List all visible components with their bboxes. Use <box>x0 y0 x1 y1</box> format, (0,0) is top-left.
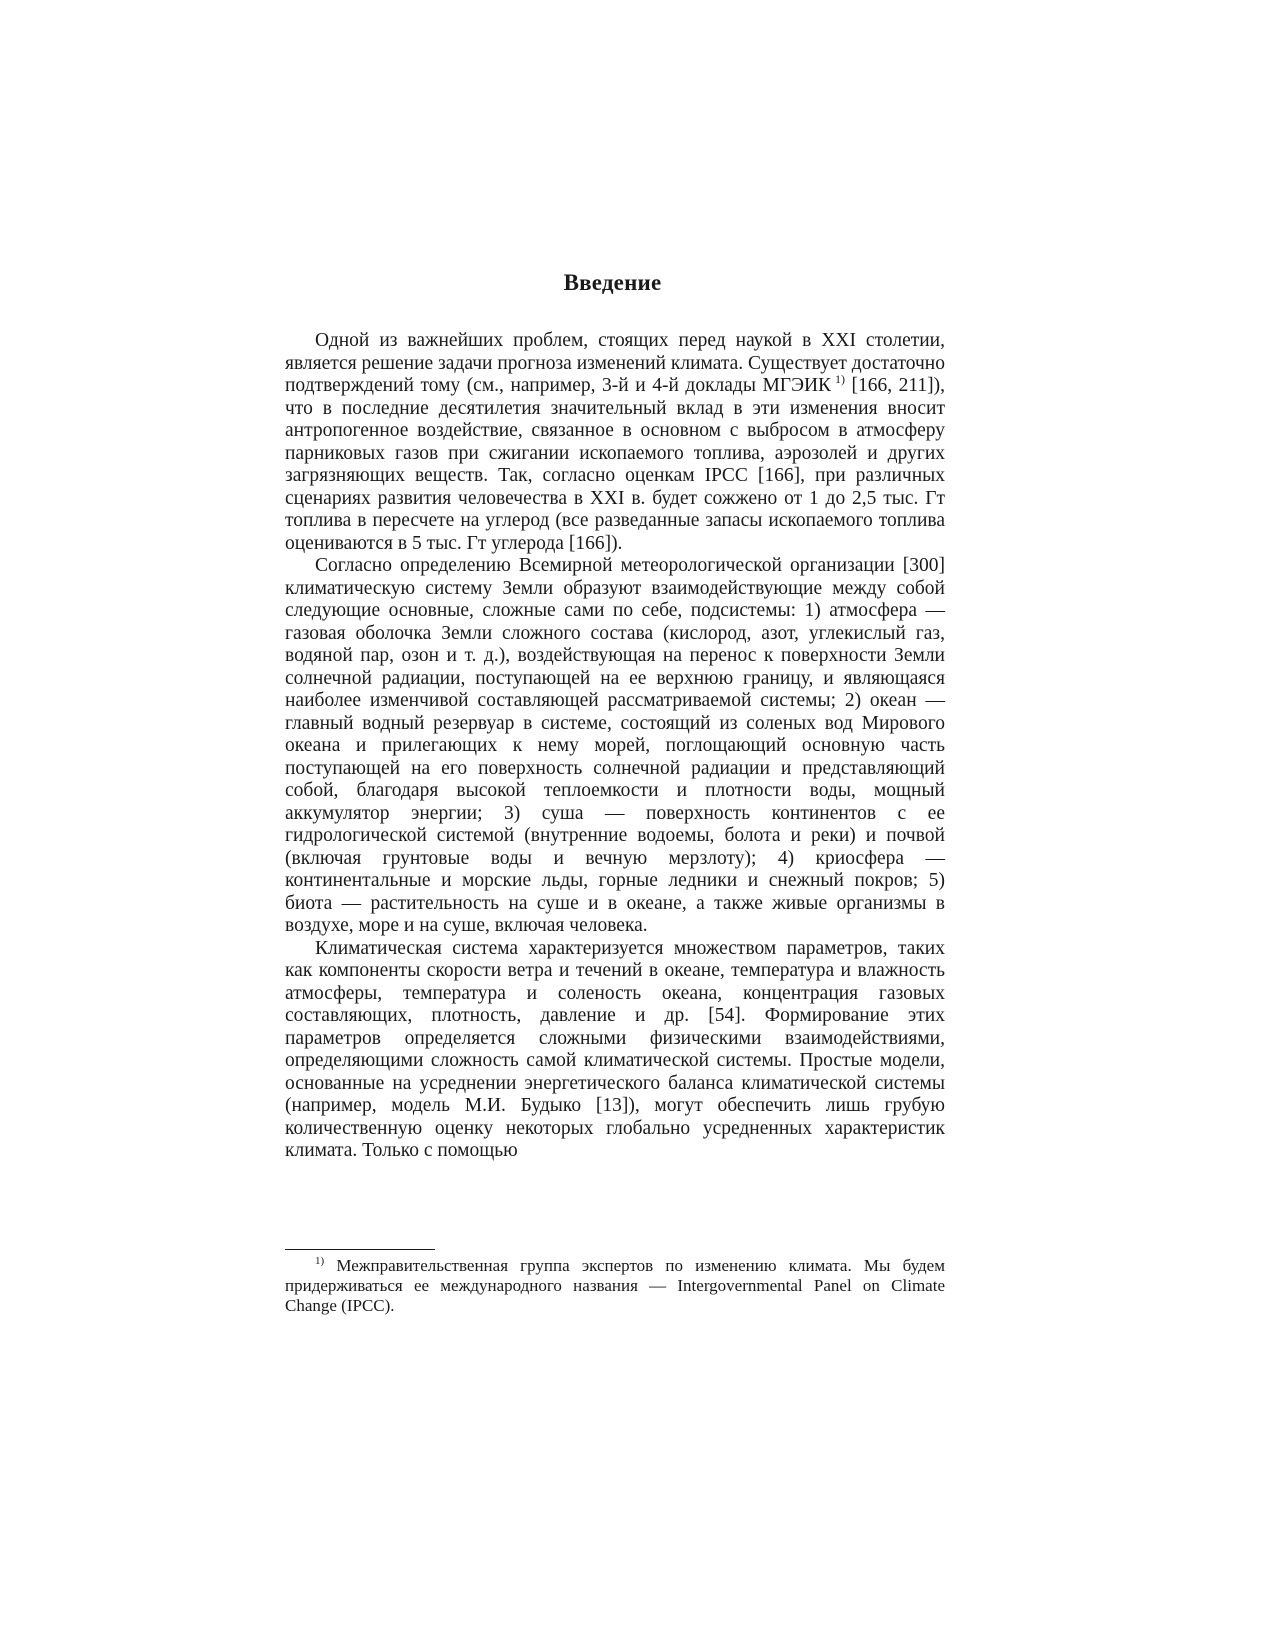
footnote-divider <box>285 1249 435 1250</box>
paragraph-2: Согласно определению Всемирной метеорологической организации [300] климатическую систему Земли образуют взаимодействующие между собой следующие основные, сложные сами по себе, подсистемы: 1) атмосфера — газовая оболочка Земли сложного состава (кислород, азот, углекислый газ, водяной пар, озон и т. д.), воздействующая на перенос к поверхности Земли солнечной радиации, поступающей на ее верхнюю границу, и являющаяся наиболее изменчивой составляющей рассматриваемой системы; 2) океан — главный водный резервуар в системе, состоящий из соленых вод Мирового океана и прилегающих к нему морей, поглощающий основную часть поступающей на его поверхность солнечной радиации и представляющий собой, благодаря высокой теплоемкости и плотности воды, мощный аккумулятор энергии; 3) суша — поверхность континентов с ее гидрологической системой (внутренние водоемы, болота и реки) и почвой (включая грунтовые воды и вечную мерзлоту); 4) криосфера — континентальные и морские льды, горные ледники и снежный покров; 5) биота — растительность на суше и в океане, а также живые организмы в воздухе, море и на суше, включая человека. <box>285 555 945 936</box>
page-title: Введение <box>563 270 662 295</box>
footnote-text: Межправительственная группа экспертов по изменению климата. Мы будем придерживаться ее международного названия — Intergovernmental Panel on Climate Change (IPCC). <box>285 1256 945 1315</box>
footnote-reference: 1) <box>834 372 845 386</box>
body-text <box>285 330 945 1163</box>
footnote <box>285 1256 945 1316</box>
footnote-number: 1) <box>315 1255 325 1267</box>
paragraph-3: Климатическая система характеризуется множеством параметров, таких как компоненты скорости ветра и течений в океане, температура и влажность атмосферы, температура и соленость океана, концентрация газовых составляющих, плотность, давление и др. [54]. Формирование этих параметров определяется сложными физическими взаимодействиями, определяющими сложность самой климатической системы. Простые модели, основанные на усреднении энергетического баланса климатической системы (например, модель М.И. Будыко [13]), могут обеспечить лишь грубую количественную оценку некоторых глобально усредненных характеристик климата. Только с помощью <box>285 937 945 1161</box>
paragraph-1-text-end: [166, 211]), что в последние десятилетия значительный вклад в эти изменения вносит антропогенное воздействие, связанное в основном с выбросом в атмосферу парниковых газов при сжигании ископаемого топлива, аэрозолей и других загрязняющих веществ. Так, согласно оценкам IPCC [166], при различных сценариях развития человечества в XXI в. будет сожжено от 1 до 2,5 тыс. Гт топлива в пересчете на углерод (все разведанные запасы ископаемого топлива оцениваются в 5 тыс. Гт углерода [166]). <box>285 375 945 554</box>
paragraph-1 <box>285 330 945 555</box>
paragraph-1-text-start: Одной из важнейших проблем, стоящих перед наукой в XXI столетии, является решение задачи прогноза изменений климата. Существует достаточно подтверждений тому (см., например, 3-й и 4-й доклады МГЭИК <box>285 330 945 396</box>
